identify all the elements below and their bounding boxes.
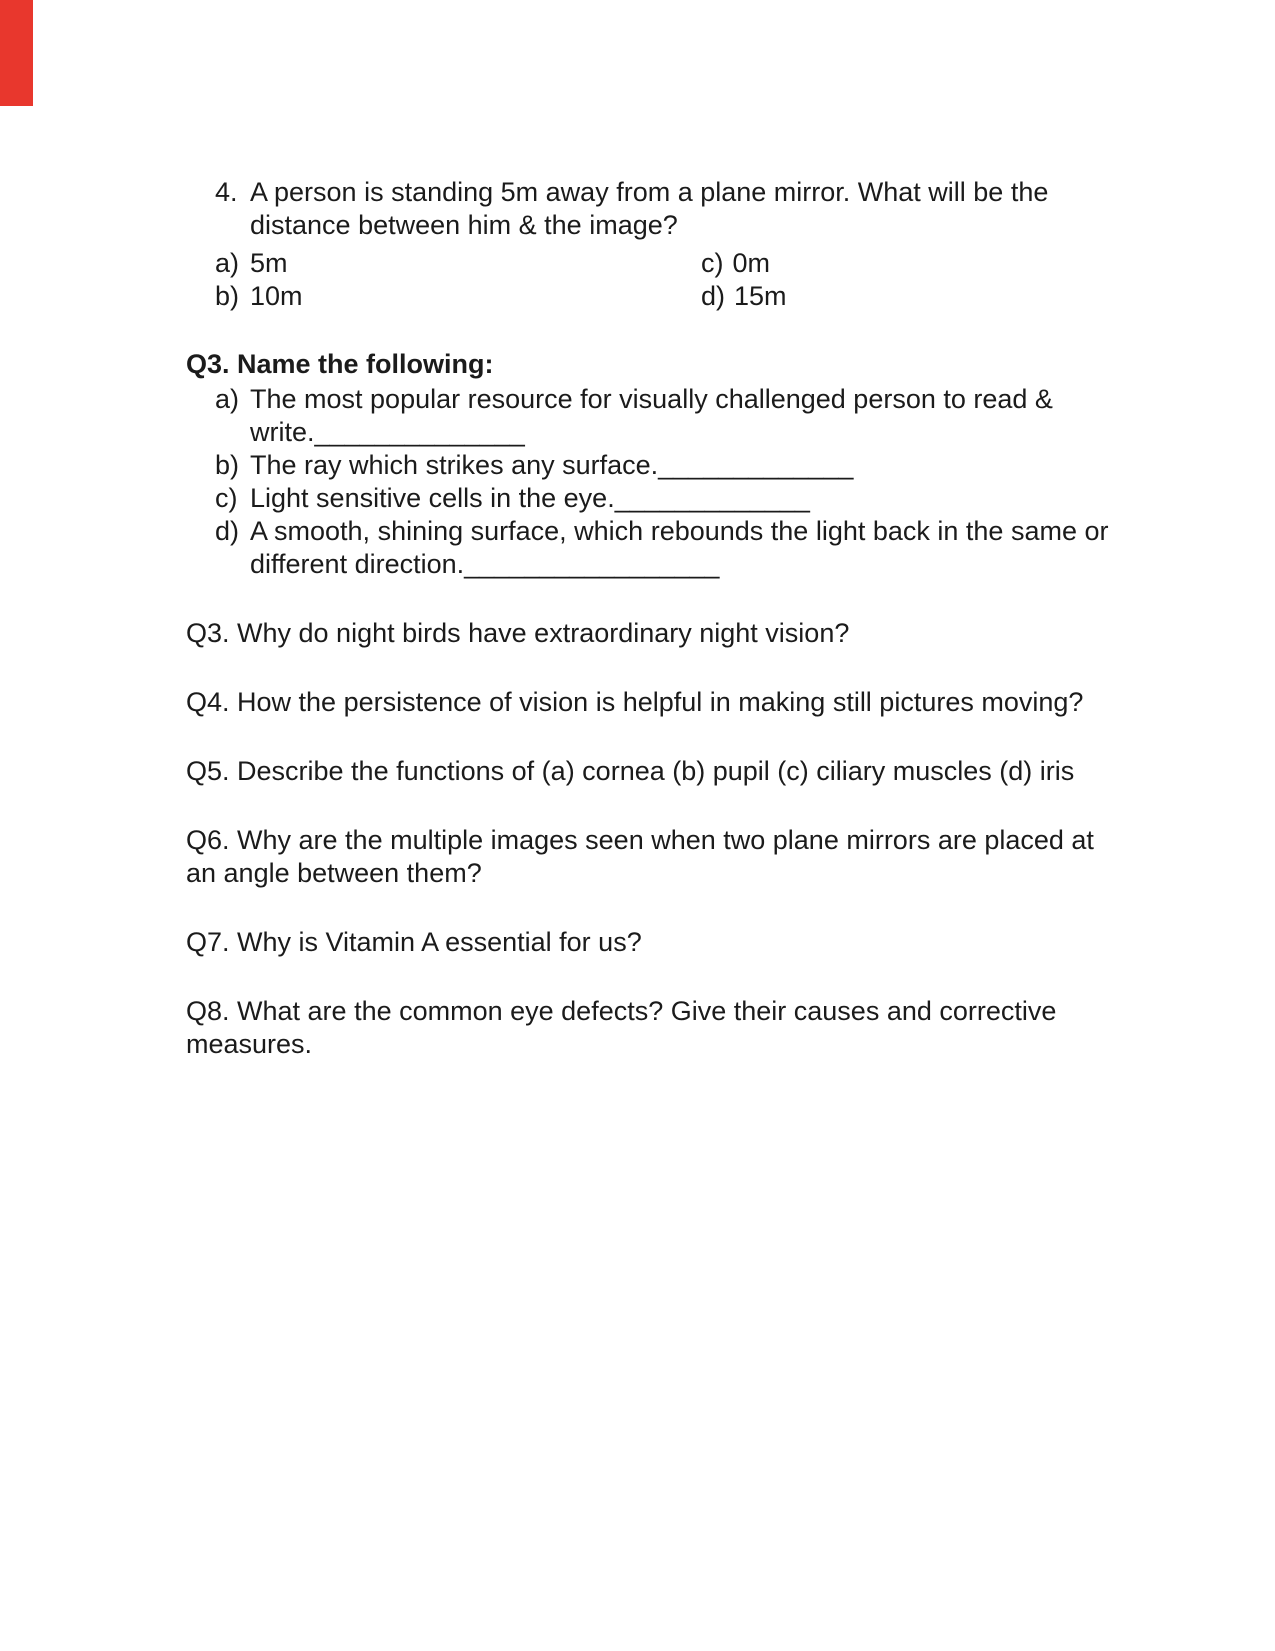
document-content	[186, 176, 1136, 1061]
option-d-text: 15m	[734, 281, 787, 311]
mcq-option-row-1	[215, 247, 1136, 280]
mcq-option-a	[215, 247, 701, 280]
question-q4-line-1: Q4. How the persistence of vision is helpful in making still pictures moving?	[186, 687, 1084, 717]
question-q4	[186, 686, 1136, 719]
red-corner-marker	[0, 0, 33, 106]
mcq-options	[186, 247, 1136, 313]
list-item-b	[186, 449, 1136, 482]
option-b-label: b)	[215, 281, 240, 311]
mcq-question-number: 4.	[215, 177, 238, 207]
list-item-c	[186, 482, 1136, 515]
mcq-option-b	[215, 280, 701, 313]
option-a-text: 5m	[250, 248, 288, 278]
question-q6	[186, 824, 1136, 890]
item-c-label: c)	[215, 483, 238, 513]
item-a-text: The most popular resource for visually challenged person to read &	[250, 384, 1053, 414]
item-c-text: Light sensitive cells in the eye._____________	[250, 483, 810, 513]
item-d-text: A smooth, shining surface, which rebounds the light back in the same or	[250, 516, 1109, 546]
option-c-label: c)	[701, 248, 724, 278]
name-the-following-list	[186, 383, 1136, 581]
question-q5-line-1: Q5. Describe the functions of (a) cornea (b) pupil (c) ciliary muscles (d) iris	[186, 756, 1075, 786]
question-q6-line-2: an angle between them?	[186, 858, 482, 888]
question-q7-line-1: Q7. Why is Vitamin A essential for us?	[186, 927, 642, 957]
question-q5	[186, 755, 1136, 788]
question-q6-line-1: Q6. Why are the multiple images seen when two plane mirrors are placed at	[186, 825, 1094, 855]
option-b-text: 10m	[250, 281, 303, 311]
mcq-question-text-line-2: distance between him & the image?	[250, 210, 678, 240]
mcq-question-text-line-1: A person is standing 5m away from a plane mirror. What will be the	[250, 177, 1049, 207]
mcq-question-line-1	[186, 176, 1136, 209]
question-q8	[186, 995, 1136, 1061]
option-c-text: 0m	[732, 248, 771, 278]
mcq-option-d	[701, 280, 787, 313]
mcq-question-4	[186, 176, 1136, 313]
question-q3	[186, 617, 1136, 650]
mcq-option-row-2	[215, 280, 1136, 313]
question-q8-line-1: Q8. What are the common eye defects? Give their causes and corrective	[186, 996, 1057, 1026]
item-b-text: The ray which strikes any surface._____________	[250, 450, 854, 480]
item-d-label: d)	[215, 516, 240, 546]
question-q8-line-2: measures.	[186, 1029, 313, 1059]
question-q3-line-1: Q3. Why do night birds have extraordinary night vision?	[186, 618, 850, 648]
list-item-a	[186, 383, 1136, 416]
item-b-label: b)	[215, 450, 240, 480]
option-d-label: d)	[701, 281, 726, 311]
item-a-blank-line: write.______________	[250, 417, 525, 447]
name-the-following-heading: Q3. Name the following:	[186, 349, 494, 379]
item-d-blank-line: different direction._________________	[250, 549, 720, 579]
item-a-label: a)	[215, 384, 240, 414]
question-q7	[186, 926, 1136, 959]
mcq-option-c	[701, 247, 770, 280]
list-item-d	[186, 515, 1136, 548]
option-a-label: a)	[215, 248, 240, 278]
